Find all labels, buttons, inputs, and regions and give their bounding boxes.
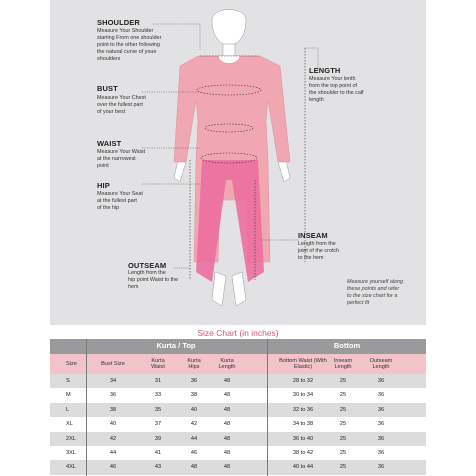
length-title: LENGTH bbox=[309, 66, 341, 75]
table-cell: 34 bbox=[109, 378, 117, 385]
table-row bbox=[50, 460, 426, 474]
inseam-desc-line: to the hem bbox=[298, 255, 324, 261]
pants-shape bbox=[196, 160, 264, 282]
fit-note bbox=[347, 279, 403, 307]
fit-note-line: perfect fit bbox=[347, 300, 370, 306]
table-cell: 31 bbox=[154, 378, 162, 385]
table-cell: 36 bbox=[377, 450, 385, 457]
table-cell: 46 bbox=[190, 450, 198, 457]
waist-description bbox=[97, 149, 145, 170]
bust-desc-line: of your best bbox=[97, 109, 126, 115]
shoulder-description bbox=[97, 28, 161, 63]
hip-desc-line: at the fullest part bbox=[97, 198, 137, 204]
table-cell: 40 to 44 bbox=[292, 464, 314, 471]
inseam-desc-line: joint of the crotch bbox=[298, 248, 340, 254]
shoulder-desc-line: starting From one shoulder bbox=[97, 35, 162, 41]
table-cell: 48 bbox=[223, 392, 231, 399]
table-cell: 36 bbox=[377, 435, 385, 442]
table-cell: 44 bbox=[109, 450, 117, 457]
table-cell: 48 bbox=[223, 435, 231, 442]
table-cell: 48 bbox=[190, 464, 198, 471]
table-cell: 46 bbox=[109, 464, 117, 471]
shoulder-desc-line: shoulders bbox=[97, 56, 121, 62]
table-cell: 37 bbox=[154, 421, 162, 428]
measurement-diagram bbox=[50, 0, 426, 325]
table-cell: 25 bbox=[339, 378, 347, 385]
hip-desc-line: Measure Your Seat bbox=[97, 191, 143, 197]
length-desc-line: Measure Your lenth bbox=[309, 76, 356, 82]
table-cell: 36 bbox=[377, 421, 385, 428]
inseam-description bbox=[298, 241, 339, 262]
size-label-cell: S bbox=[66, 378, 70, 385]
table-cell: 48 bbox=[223, 450, 231, 457]
column-header-outseam: Outseam Length bbox=[369, 357, 393, 370]
bust-title: BUST bbox=[97, 84, 118, 93]
table-row bbox=[50, 446, 426, 460]
table-cell: 40 bbox=[190, 406, 198, 413]
fit-note-line: Measure yourself along bbox=[347, 279, 404, 285]
length-desc-line: the shoulder to the calf bbox=[309, 90, 364, 96]
table-cell: 35 bbox=[154, 406, 162, 413]
outseam-title: OUTSEAM bbox=[128, 261, 167, 270]
outseam-description bbox=[128, 270, 178, 291]
column-header-inseam: Inseam Length bbox=[333, 357, 353, 370]
fit-note-line: to the size chart for a bbox=[347, 293, 398, 299]
table-cell: 43 bbox=[154, 464, 162, 471]
table-cell: 48 bbox=[223, 378, 231, 385]
waist-title: WAIST bbox=[97, 139, 122, 148]
table-cell: 36 bbox=[377, 392, 385, 399]
shoulder-title: SHOULDER bbox=[97, 18, 140, 27]
size-label-cell: 4XL bbox=[66, 464, 76, 471]
column-header-row bbox=[50, 354, 426, 374]
inseam-desc-line: Length from the bbox=[298, 241, 336, 247]
hip-description bbox=[97, 191, 143, 212]
outseam-desc-line: hem bbox=[128, 284, 139, 290]
group-header-bottom: Bottom bbox=[333, 341, 361, 351]
bust-desc-line: over the fullest part bbox=[97, 102, 143, 108]
size-label-cell: 2XL bbox=[66, 435, 76, 442]
table-cell: 25 bbox=[339, 392, 347, 399]
table-cell: 36 bbox=[377, 464, 385, 471]
hip-desc-line: of the hip bbox=[97, 205, 120, 211]
table-row bbox=[50, 388, 426, 402]
table-cell: 30 to 34 bbox=[292, 392, 314, 399]
bust-desc-line: Measure Your Chest bbox=[97, 95, 146, 101]
outseam-desc-line: hip point Waist to the bbox=[128, 277, 179, 283]
table-cell: 28 to 32 bbox=[292, 378, 314, 385]
table-cell: 25 bbox=[339, 435, 347, 442]
table-cell: 25 bbox=[339, 450, 347, 457]
table-row bbox=[50, 374, 426, 388]
table-cell: 34 to 38 bbox=[292, 421, 314, 428]
inseam-title: INSEAM bbox=[298, 231, 328, 240]
size-chart bbox=[50, 325, 426, 476]
table-row bbox=[50, 432, 426, 446]
outseam-desc-line: Length from the bbox=[128, 270, 166, 276]
size-label-cell: L bbox=[66, 406, 70, 413]
table-cell: 48 bbox=[223, 406, 231, 413]
table-cell: 40 bbox=[109, 421, 117, 428]
group-header-row bbox=[50, 339, 426, 354]
column-header-size: Size bbox=[66, 360, 77, 367]
shoulder-desc-line: Measure Your Shoulder bbox=[97, 28, 154, 34]
column-header-bottom-waist: Bottom Waist (With Elastic) bbox=[279, 357, 327, 370]
length-description bbox=[309, 76, 364, 104]
waist-desc-line: Measure Your Waist bbox=[97, 149, 146, 155]
table-cell: 33 bbox=[154, 392, 162, 399]
table-cell: 48 bbox=[223, 421, 231, 428]
length-desc-line: from the top point of bbox=[309, 83, 357, 89]
table-cell: 36 bbox=[190, 378, 198, 385]
table-cell: 42 bbox=[190, 421, 198, 428]
column-divider bbox=[267, 339, 268, 476]
length-desc-line: length bbox=[309, 97, 324, 103]
column-header-kurta-hips: Kurta Hips bbox=[187, 357, 201, 370]
table-cell: 38 to 42 bbox=[292, 450, 314, 457]
column-header-kurta-waist: Kurta Waist bbox=[151, 357, 165, 370]
table-cell: 38 bbox=[109, 406, 117, 413]
table-cell: 38 bbox=[190, 392, 198, 399]
column-divider bbox=[86, 339, 87, 476]
table-cell: 36 to 40 bbox=[292, 435, 314, 442]
size-label-cell: XL bbox=[66, 421, 73, 428]
size-label-cell: 3XL bbox=[66, 450, 76, 457]
bust-description bbox=[97, 95, 146, 116]
table-row bbox=[50, 403, 426, 417]
table-cell: 36 bbox=[109, 392, 117, 399]
table-cell: 48 bbox=[223, 464, 231, 471]
column-header-bust: Bust Size bbox=[101, 360, 125, 367]
table-row bbox=[50, 417, 426, 431]
table-cell: 25 bbox=[339, 464, 347, 471]
size-chart-title: Size Chart (in inches) bbox=[197, 328, 279, 338]
table-cell: 25 bbox=[339, 406, 347, 413]
hip-title: HIP bbox=[97, 181, 110, 190]
shoulder-desc-line: the natural curve of youe bbox=[97, 49, 157, 55]
table-cell: 42 bbox=[109, 435, 117, 442]
size-label-cell: M bbox=[66, 392, 71, 399]
table-cell: 25 bbox=[339, 421, 347, 428]
fit-note-line: these points and refer bbox=[347, 286, 400, 292]
kurta-shape bbox=[174, 56, 290, 262]
table-cell: 44 bbox=[190, 435, 198, 442]
table-cell: 36 bbox=[377, 406, 385, 413]
table-cell: 39 bbox=[154, 435, 162, 442]
group-header-kurta: Kurta / Top bbox=[156, 341, 196, 351]
table-cell: 36 bbox=[377, 378, 385, 385]
waist-desc-line: at the narrowest bbox=[97, 156, 136, 162]
shoulder-desc-line: point to the other following bbox=[97, 42, 160, 48]
table-cell: 41 bbox=[154, 450, 162, 457]
column-header-kurta-length: Kurta Length bbox=[218, 357, 236, 370]
waist-desc-line: point bbox=[97, 163, 109, 169]
table-cell: 32 to 36 bbox=[292, 406, 314, 413]
